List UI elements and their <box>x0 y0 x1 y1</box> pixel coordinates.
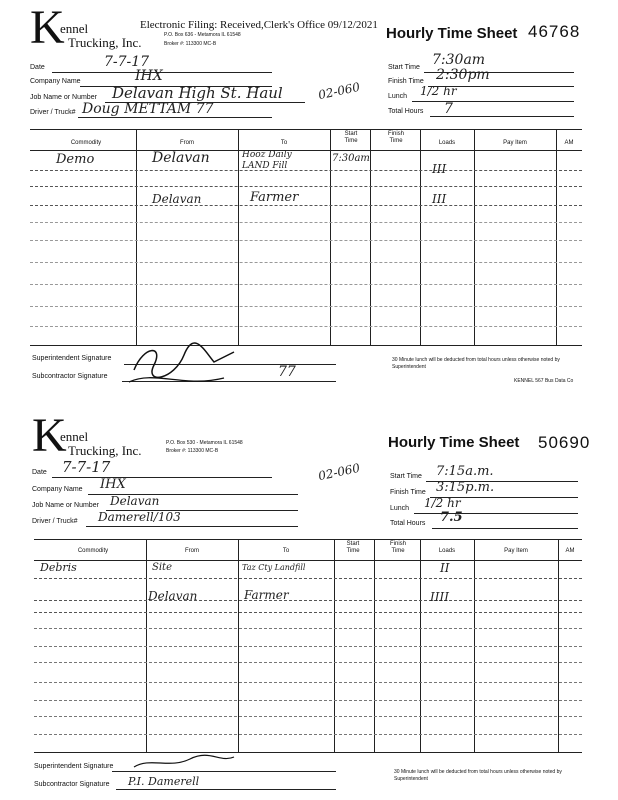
start-time-label-2: Start Time <box>390 473 422 480</box>
subcontractor-signature-label: Subcontractor Signature <box>32 373 108 380</box>
row2-from: Delavan <box>152 192 202 206</box>
company-logo-name-2: ennel <box>60 429 89 444</box>
lunch-note: 30 Minute lunch will be deducted from total hours unless otherwise noted by Superintendent <box>392 357 560 370</box>
total-hours-label: Total Hours <box>388 108 424 115</box>
row1-start: 7:30am <box>332 153 370 164</box>
job-label: Job Name or Number <box>30 94 97 101</box>
subcontractor-signature-2: P.I. Damerell <box>128 775 200 788</box>
lunch-value-2: 1/2 hr <box>424 496 461 510</box>
lunch-note-2: 30 Minute lunch will be deducted from total hours unless otherwise noted by Superintendent <box>394 769 562 782</box>
col-pay-item-2: Pay Item <box>504 548 528 554</box>
date-label-2: Date <box>32 469 47 476</box>
col-start-time: Start Time <box>344 131 358 144</box>
col-finish-time: Finish Time <box>387 131 404 144</box>
company-label-2: Company Name <box>32 486 83 493</box>
date-value-2: 7-7-17 <box>62 458 111 476</box>
footer-text: KENNEL 567 Bus Data Co <box>514 378 574 384</box>
row1-to-2: Taz Cty Landfill <box>242 563 306 572</box>
col-from: From <box>180 140 194 146</box>
row2-loads-2: IIII <box>430 590 449 604</box>
driver-value-2: Damerell/103 <box>98 510 181 524</box>
filing-stamp: Electronic Filing: Received,Clerk's Office 09/12/2021 <box>140 19 378 31</box>
col-loads: Loads <box>438 140 456 146</box>
row1-commodity: Demo <box>56 152 95 167</box>
job-value-2: Delavan <box>110 494 160 508</box>
start-time-value: 7:30am <box>432 52 486 68</box>
row1-to: Hooz Daily LAND Fill <box>242 150 292 171</box>
finish-time-value: 2:30pm <box>436 67 490 83</box>
col-loads-2: Loads <box>438 548 456 554</box>
broker-number-2: Broker #: 113300 MC-B <box>166 448 219 454</box>
start-time-label: Start Time <box>388 64 420 71</box>
col-to-2: To <box>282 548 290 554</box>
superintendent-signature <box>124 340 244 390</box>
job-label-2: Job Name or Number <box>32 502 99 509</box>
sheet-number-2: 50690 <box>538 433 591 452</box>
finish-time-label: Finish Time <box>388 78 424 85</box>
col-from-2: From <box>185 548 199 554</box>
start-time-value-2: 7:15a.m. <box>436 464 494 479</box>
col-commodity: Commodity <box>70 140 102 146</box>
sheet-title: Hourly Time Sheet <box>386 25 518 42</box>
job-code: 02-060 <box>317 79 362 103</box>
row2-from-2: Delavan <box>148 589 198 603</box>
lunch-label: Lunch <box>388 93 408 100</box>
col-am-2: AM <box>565 548 575 554</box>
signature-number: 77 <box>278 364 296 380</box>
col-to: To <box>280 140 288 146</box>
col-start-time-2: Start Time <box>346 541 360 554</box>
company-label: Company Name <box>30 78 81 85</box>
company-value: IHX <box>135 68 163 84</box>
driver-label-2: Driver / Truck# <box>32 518 78 525</box>
total-hours-value: 7 <box>444 101 453 117</box>
company-value-2: IHX <box>100 477 126 492</box>
company-logo-letter-2: K <box>32 409 67 462</box>
col-am: AM <box>564 140 574 146</box>
superintendent-signature-label: Superintendent Signature <box>32 355 112 362</box>
lunch-value: 1/2 hr <box>420 84 457 98</box>
total-hours-label-2: Total Hours <box>390 520 426 527</box>
total-hours-value-2: 7.5 <box>440 510 463 525</box>
superintendent-signature-2 <box>130 753 240 773</box>
superintendent-signature-label-2: Superintendent Signature <box>34 763 114 770</box>
row1-from-2: Site <box>152 562 172 573</box>
row2-loads: III <box>432 192 447 206</box>
job-code-2: 02-060 <box>317 460 362 484</box>
row1-loads: III <box>432 162 447 176</box>
col-finish-time-2: Finish Time <box>389 541 406 554</box>
subcontractor-signature-label-2: Subcontractor Signature <box>34 781 110 788</box>
row2-to: Farmer <box>250 190 299 205</box>
col-pay-item: Pay Item <box>503 140 527 146</box>
row2-to-2: Farmer <box>244 588 289 602</box>
sheet-title-2: Hourly Time Sheet <box>388 434 520 451</box>
row1-from: Delavan <box>152 150 210 166</box>
company-address: P.O. Box 636 - Metamora IL 61548 <box>164 32 241 38</box>
finish-time-label-2: Finish Time <box>390 489 426 496</box>
row1-loads-2: II <box>440 561 450 575</box>
company-logo-letter: K <box>30 1 65 54</box>
date-label: Date <box>30 64 45 71</box>
date-value: 7-7-17 <box>104 54 150 70</box>
job-value: Delavan High St. Haul <box>112 84 283 102</box>
company-logo-subname: Trucking, Inc. <box>68 35 142 50</box>
broker-number: Broker #: 113300 MC-B <box>164 41 217 47</box>
lunch-label-2: Lunch <box>390 505 410 512</box>
company-address-2: P.O. Box 530 - Metamora IL 61548 <box>166 440 243 446</box>
col-commodity-2: Commodity <box>77 548 109 554</box>
finish-time-value-2: 3:15p.m. <box>436 480 495 495</box>
company-logo-subname-2: Trucking, Inc. <box>68 443 142 458</box>
driver-label: Driver / Truck# <box>30 109 76 116</box>
driver-value: Doug METTAM 77 <box>82 101 214 117</box>
company-logo-name: ennel <box>60 21 89 36</box>
sheet-number: 46768 <box>528 22 581 41</box>
row1-commodity-2: Debris <box>40 561 77 574</box>
